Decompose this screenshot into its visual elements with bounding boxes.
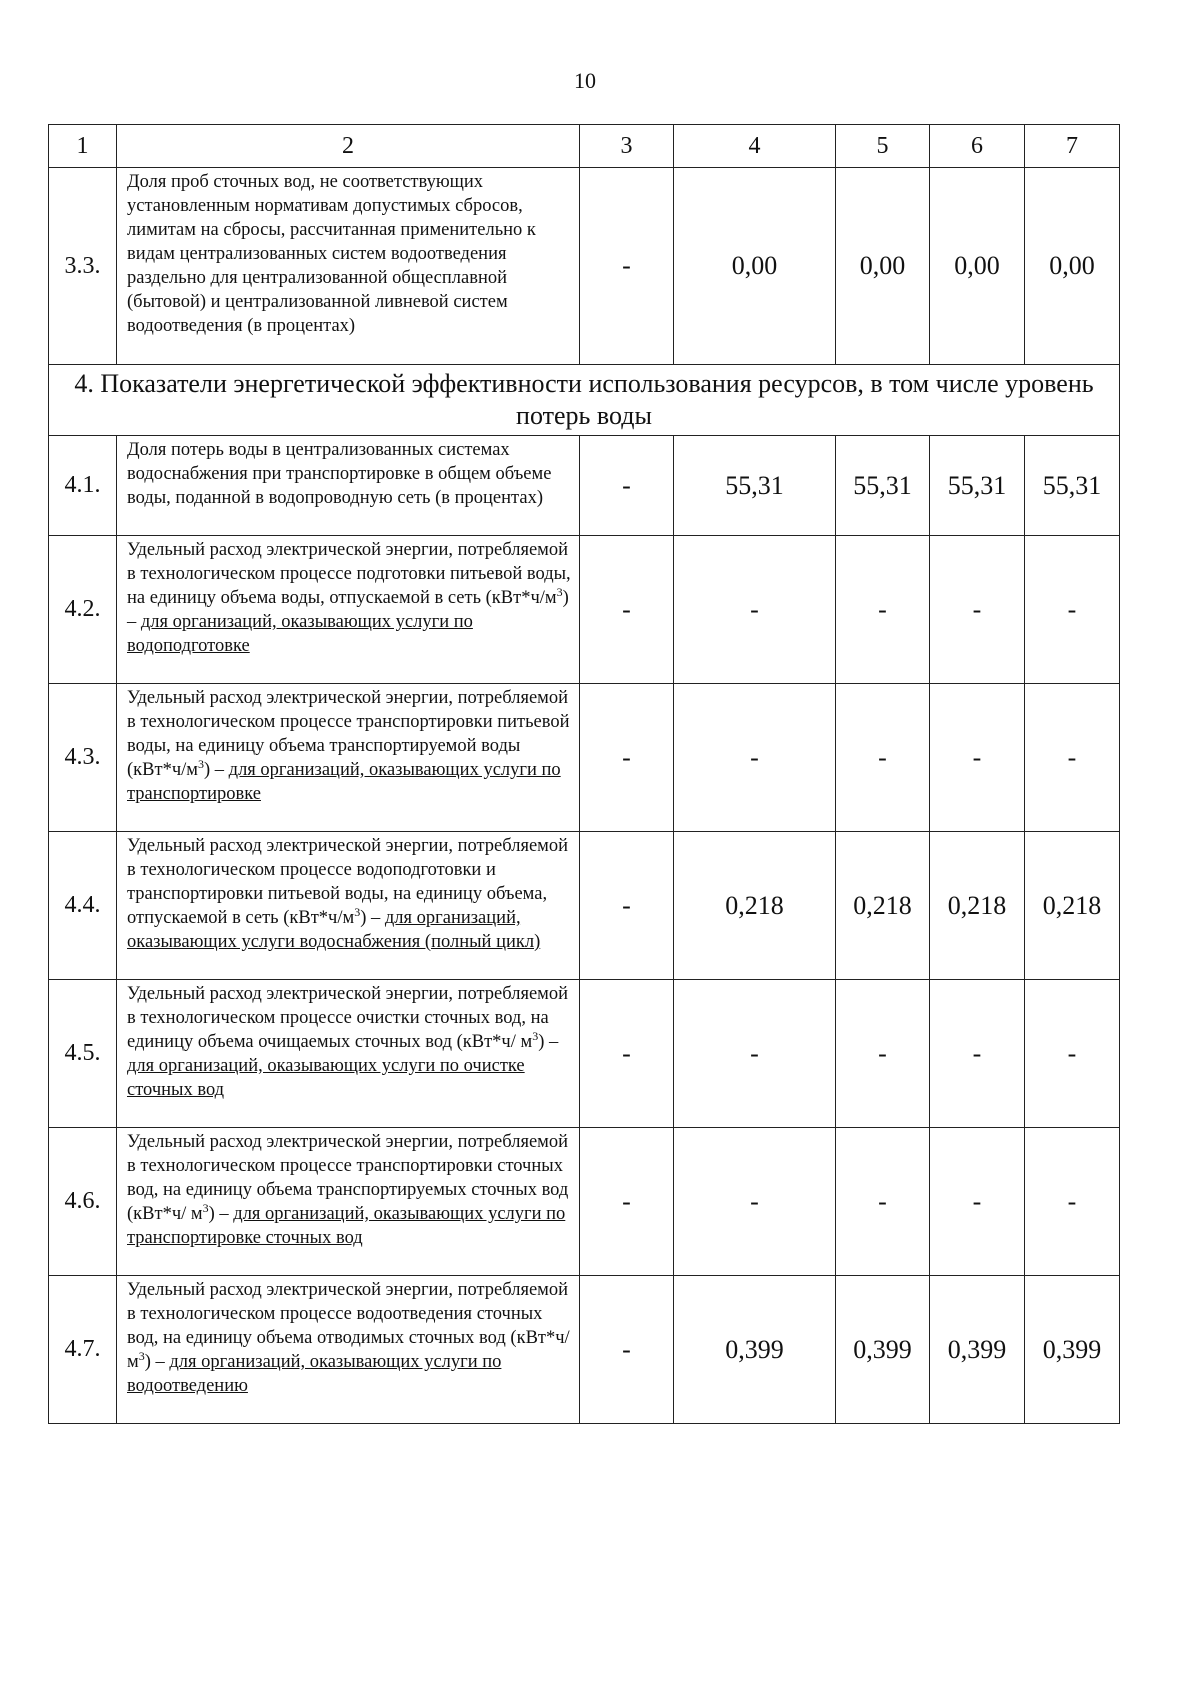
row-value: -: [836, 980, 930, 1128]
row-value: -: [674, 536, 836, 684]
row-description: Доля проб сточных вод, не соответствующих установленным нормативам допустимых сбросов, лимитам на сбросы, рассчитанная применительно к видам централизованных систем водоотведения раздельно для централизованной общесплавной (бытовой) и централизованной ливневой систем водоотведения (в процентах): [117, 168, 580, 365]
superscript: 3: [138, 1348, 145, 1363]
row-number: 4.6.: [49, 1128, 117, 1276]
row-value: -: [836, 684, 930, 832]
page-number: 10: [574, 68, 596, 93]
organization-note: для организаций, оказывающих услуги водоснабжения (полный цикл): [127, 908, 541, 952]
row-description: [117, 536, 580, 684]
organization-note: для организаций, оказывающих услуги по очистке сточных вод: [127, 1056, 525, 1100]
row-value: 0,399: [836, 1276, 930, 1424]
row-value: 0,218: [836, 832, 930, 980]
table-row: [49, 436, 1120, 536]
row-value: -: [930, 1128, 1025, 1276]
table-row: [49, 1276, 1120, 1424]
row-value: 0,00: [836, 168, 930, 365]
column-header: 2: [117, 125, 580, 168]
row-number: 4.5.: [49, 980, 117, 1128]
description-text: Удельный расход электрической энергии, потребляемой в технологическом процессе транспортировки сточных вод, на единицу объема транспортируемых сточных вод (кВт*ч/ м: [127, 1132, 569, 1224]
row-value: 55,31: [930, 436, 1025, 536]
row-description: [117, 1276, 580, 1424]
column-header: 5: [836, 125, 930, 168]
column-header: 4: [674, 125, 836, 168]
row-value: -: [580, 684, 674, 832]
row-value: -: [674, 980, 836, 1128]
row-value: -: [836, 1128, 930, 1276]
superscript: 3: [532, 1028, 539, 1043]
organization-note: для организаций, оказывающих услуги по транспортировке сточных вод: [127, 1204, 566, 1248]
indicators-table: [48, 124, 1120, 1424]
row-value: -: [580, 436, 674, 536]
row-value: 0,399: [674, 1276, 836, 1424]
row-value: -: [580, 1128, 674, 1276]
table-row: [49, 832, 1120, 980]
row-value: -: [930, 684, 1025, 832]
section-title: 4. Показатели энергетической эффективности использования ресурсов, в том числе уровень потерь воды: [49, 365, 1120, 436]
row-number: 4.2.: [49, 536, 117, 684]
row-value: 55,31: [1025, 436, 1120, 536]
column-header: 7: [1025, 125, 1120, 168]
row-value: 0,00: [930, 168, 1025, 365]
table-row: [49, 1128, 1120, 1276]
table-row: [49, 168, 1120, 365]
row-value: 0,218: [1025, 832, 1120, 980]
row-value: -: [1025, 684, 1120, 832]
row-value: -: [836, 536, 930, 684]
table-row: [49, 536, 1120, 684]
row-value: 0,00: [1025, 168, 1120, 365]
row-number: 4.1.: [49, 436, 117, 536]
row-value: -: [930, 980, 1025, 1128]
row-value: -: [580, 536, 674, 684]
row-value: -: [580, 168, 674, 365]
row-value: 0,00: [674, 168, 836, 365]
row-description: [117, 832, 580, 980]
row-description: [117, 1128, 580, 1276]
table-row: [49, 980, 1120, 1128]
row-value: 55,31: [836, 436, 930, 536]
description-text: Удельный расход электрической энергии, потребляемой в технологическом процессе очистки сточных вод, на единицу объема очищаемых сточных вод (кВт*ч/ м: [127, 984, 569, 1052]
row-value: 0,218: [674, 832, 836, 980]
superscript: 3: [556, 584, 563, 599]
row-description: [117, 980, 580, 1128]
row-number: 3.3.: [49, 168, 117, 365]
section-header-row: [49, 365, 1120, 436]
superscript: 3: [354, 904, 361, 919]
row-value: -: [674, 684, 836, 832]
description-text: ) –: [144, 1352, 170, 1372]
organization-note: для организаций, оказывающих услуги по транспортировке: [127, 760, 561, 804]
description-text: Удельный расход электрической энергии, потребляемой в технологическом процессе водоотведения сточных вод, на единицу объема отводимых сточных вод (кВт*ч/ м: [127, 1280, 570, 1372]
description-text: ) –: [538, 1032, 559, 1052]
row-number: 4.7.: [49, 1276, 117, 1424]
row-value: 0,218: [930, 832, 1025, 980]
row-value: -: [674, 1128, 836, 1276]
row-value: 55,31: [674, 436, 836, 536]
table-row: [49, 684, 1120, 832]
row-value: -: [1025, 536, 1120, 684]
row-description: Доля потерь воды в централизованных системах водоснабжения при транспортировке в общем объеме воды, поданной в водопроводную сеть (в процентах): [117, 436, 580, 536]
row-value: -: [1025, 980, 1120, 1128]
description-text: ) –: [127, 588, 569, 632]
row-number: 4.3.: [49, 684, 117, 832]
row-value: 0,399: [930, 1276, 1025, 1424]
description-text: ) –: [208, 1204, 234, 1224]
row-description: [117, 684, 580, 832]
description-text: Удельный расход электрической энергии, потребляемой в технологическом процессе водоподготовки и транспортировки питьевой воды, на единицу объема, отпускаемой в сеть (кВт*ч/м: [127, 836, 569, 928]
row-value: 0,399: [1025, 1276, 1120, 1424]
superscript: 3: [197, 756, 204, 771]
organization-note: для организаций, оказывающих услуги по водоотведению: [127, 1352, 502, 1396]
column-header: 3: [580, 125, 674, 168]
row-number: 4.4.: [49, 832, 117, 980]
description-text: Удельный расход электрической энергии, потребляемой в технологическом процессе транспортировки питьевой воды, на единицу объема транспортируемой воды (кВт*ч/м: [127, 688, 570, 780]
organization-note: для организаций, оказывающих услуги по водоподготовке: [127, 612, 473, 656]
column-header: 1: [49, 125, 117, 168]
description-text: ) –: [360, 908, 385, 928]
column-header: 6: [930, 125, 1025, 168]
row-value: -: [580, 1276, 674, 1424]
row-value: -: [580, 980, 674, 1128]
superscript: 3: [202, 1200, 209, 1215]
row-value: -: [1025, 1128, 1120, 1276]
description-text: Удельный расход электрической энергии, потребляемой в технологическом процессе подготовки питьевой воды, на единицу объема воды, отпускаемой в сеть (кВт*ч/м: [127, 540, 571, 608]
row-value: -: [930, 536, 1025, 684]
description-text: ) –: [203, 760, 229, 780]
row-value: -: [580, 832, 674, 980]
table-header-row: [49, 125, 1120, 168]
